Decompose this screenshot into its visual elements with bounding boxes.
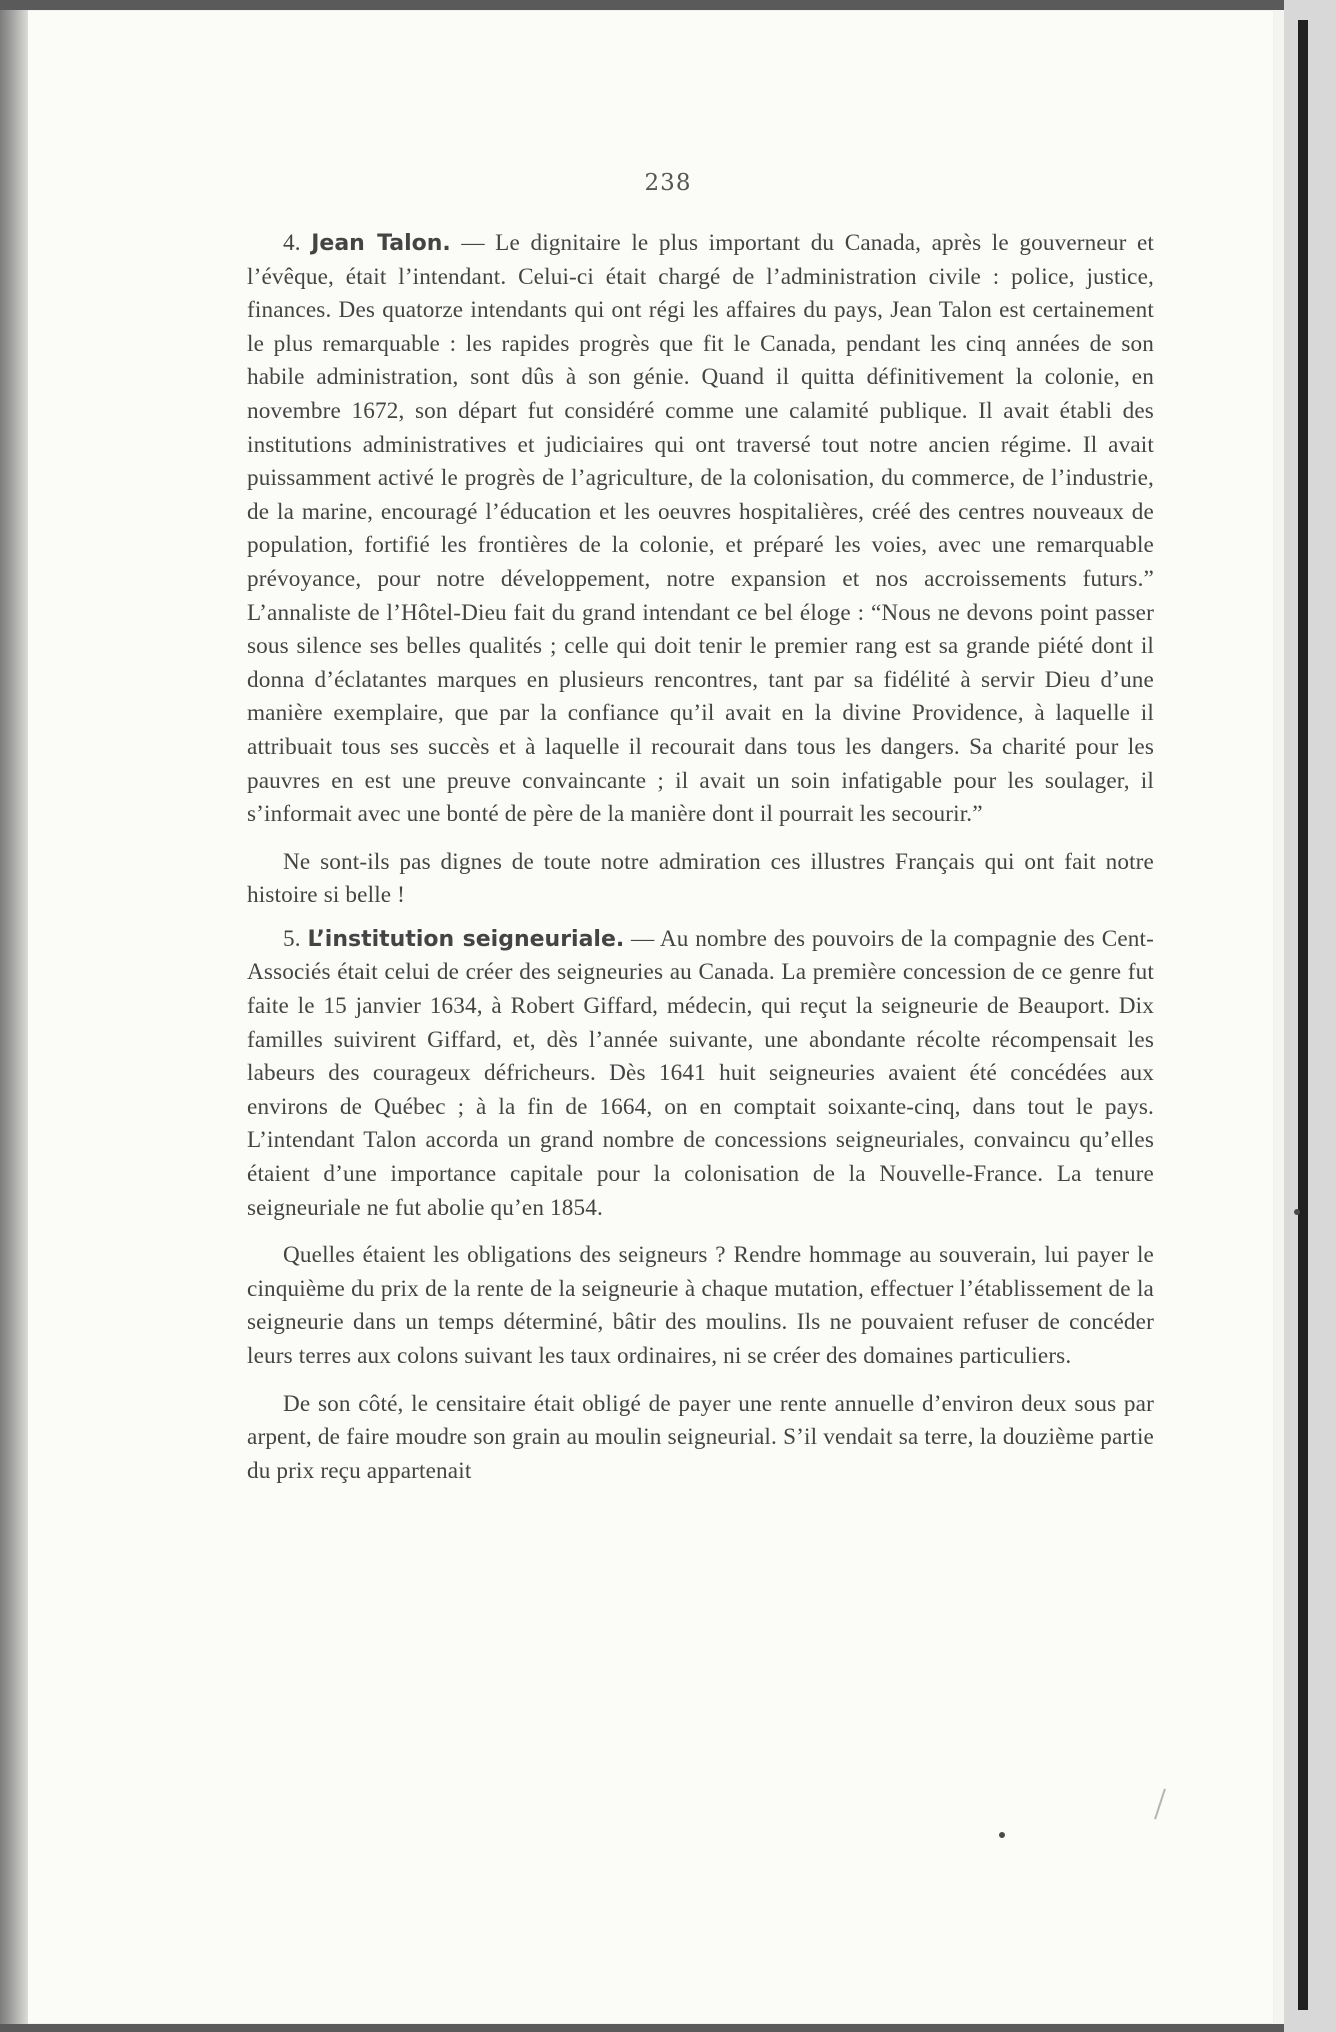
paragraph-institution-seigneuriale xyxy=(247,923,1154,1225)
paragraph-text: Quelles étaient les obligations des seigneurs ? Rendre hommage au souverain, lui payer le cinquième du prix de la rente de la seigneurie à chaque mutation, effectuer l’établissement de la seigneurie dans un temps déterminé, bâtir des moulins. Ils ne pouvaient refuser de concéder leurs terres aux colons suivant les taux ordinaires, ni se créer des domaines particuliers. xyxy=(247,1242,1154,1369)
paragraph-text: Ne sont-ils pas dignes de toute notre admiration ces illustres Français qui ont fait notre histoire si belle ! xyxy=(247,848,1154,909)
paragraph-text: — Au nombre des pouvoirs de la compagnie des Cent-Associés était celui de créer des seigneuries au Canada. La première concession de ce genre fut faite le 15 janvier 1634, à Robert Giffard, médecin, qui reçut la seigneurie de Beauport. Dix familles suivirent Giffard, et, dès l’année suivante, une abondante récolte récompensait les labeurs des courageux défricheurs. Dès 1641 huit seigneuries avaient été concédées aux environs de Québec ; à la fin de 1664, on en comptait soixante-cinq, dans tout le pays. L’intendant Talon accorda un grand nombre de concessions seigneuriales, convaincu qu’elles étaient d’une importance capitale pour la colonisation de la Nouvelle-France. La tenure seigneuriale ne fut abolie qu’en 1854. xyxy=(247,925,1155,1221)
paragraph-text: — Le dignitaire le plus important du Canada, après le gouverneur et l’évêque, était l’intendant. Celui-ci était chargé de l’administration civile : police, justice, finances. Des quatorze intendants qui ont régi les affaires du pays, Jean Talon est certainement le plus remarquable : les rapides progrès que fit le Canada, pendant les cinq années de son habile administration, sont dûs à son génie. Quand il quitta définitivement la colonie, en novembre 1672, son départ fut considéré comme une calamité publique. Il avait établi des institutions administratives et judiciaires qui ont traversé tout notre ancien régime. Il avait puissamment activé le progrès de l’agriculture, de la colonisation, du commerce, de l’industrie, de la marine, encouragé l’éducation et les oeuvres hospitalières, créé des centres nouveaux de population, fortifié les frontières de la colonie, et préparé les voies, avec une remarquable prévoyance, pour notre développement, notre expansion et nos accroissements futurs.” L’annaliste de l’Hôtel-Dieu fait du grand intendant ce bel éloge : “Nous ne devons point passer sous silence ses belles qualités ; celle qui doit tenir le premier rang est sa grande piété dont il donna d’éclatantes marques en plusieurs rencontres, tant par sa fidélité à servir Dieu d’une manière exemplaire, que par la confiance qu’il avait en la divine Providence, à laquelle il attribuait tous ses succès et à laquelle il recourait dans tous les dangers. Sa charité pour les pauvres en est une preuve convaincante ; il avait un soin infatigable pour les soulager, il s’informait avec une bonté de père de la manière dont il pourrait les secourir.” xyxy=(247,230,1154,828)
scan-speck xyxy=(1294,1209,1300,1215)
top-scan-band xyxy=(0,0,1336,10)
section-number: 4. xyxy=(283,230,301,256)
page-number: 238 xyxy=(644,170,692,196)
scan-speck xyxy=(999,1832,1005,1838)
right-edge-line xyxy=(1298,20,1308,2010)
paragraph-admiration xyxy=(247,846,1154,913)
paragraph-jean-talon xyxy=(247,227,1154,832)
paragraph-censitaire xyxy=(247,1388,1154,1489)
document-body xyxy=(247,227,1154,1498)
section-title: L’institution seigneuriale. xyxy=(307,926,625,952)
section-number: 5. xyxy=(283,925,301,952)
right-page-edge xyxy=(1284,0,1336,2032)
left-binding-shadow xyxy=(0,0,28,2032)
bottom-scan-band xyxy=(0,2024,1336,2032)
paragraph-obligations-seigneurs xyxy=(247,1239,1154,1373)
paragraph-text: De son côté, le censitaire était obligé de payer une rente annuelle d’environ deux sous par arpent, de faire moudre son grain au moulin seigneurial. S’il vendait sa terre, la douzième partie du prix reçu appartenait xyxy=(247,1390,1154,1484)
section-title: Jean Talon. xyxy=(311,231,451,256)
